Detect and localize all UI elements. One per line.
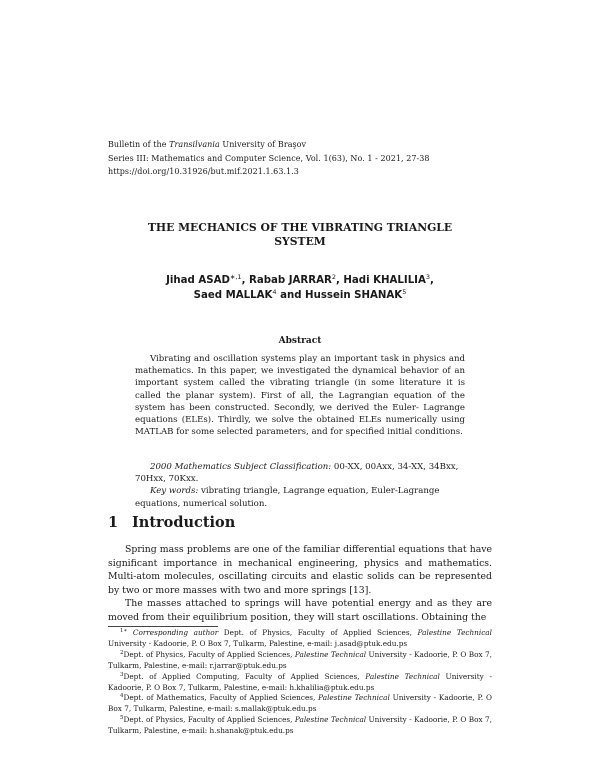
- author-footnote-mark[interactable]: 4: [272, 287, 277, 296]
- footnote-rule: [108, 626, 218, 627]
- journal-header: [108, 138, 508, 179]
- footnote-item: [108, 628, 492, 650]
- journal-name-italic: Transilvania: [169, 140, 220, 149]
- section-heading: [108, 514, 235, 531]
- section-title: Introduction: [132, 514, 236, 531]
- footnote-italic: Palestine Technical: [417, 628, 492, 637]
- footnote-item: [108, 672, 492, 694]
- introduction-body: [108, 543, 492, 624]
- footnote-italic: Palestine Technical: [365, 671, 440, 681]
- footnote-mark: 1∗: [120, 628, 128, 634]
- footnote-item: [108, 715, 492, 737]
- author-separator: ,: [335, 275, 344, 286]
- author-separator: ,: [430, 275, 434, 286]
- abstract-body: [135, 353, 465, 438]
- footnote-text: University - Kadoorie, P. O Box 7, Tulkarm, Palestine, e-mail: r.jarrar@ptuk.edu.ps: [108, 649, 492, 670]
- keywords-label: Key words:: [150, 486, 199, 497]
- journal-series: Series III: Mathematics and Computer Science, Vol. 1(63), No. 1 - 2021, 27-38: [108, 153, 430, 163]
- footnote-text: University - Kadoorie, P. O Box 7, Tulkarm, Palestine, e-mail: j.asad@ptuk.edu.ps: [108, 638, 408, 648]
- author-footnote-mark[interactable]: ∗,1: [229, 273, 242, 281]
- author-footnote-mark[interactable]: 5: [402, 287, 407, 296]
- paragraph: Spring mass problems are one of the familiar differential equations that have significant importance in mechanical engineering, physics and mathematics. Multi-atom molecules, oscillating circuits and elastic solids can be represented by two or more masses with two and more springs [13].: [108, 544, 492, 596]
- footnote-italic: Palestine Technical: [318, 693, 390, 703]
- abstract-text: Vibrating and oscillation systems play an important task in physics and mathematics. In this paper, we investigated the dynamical behavior of an important system called the vibrating triangle (in some literature it is called the planar system). First of all, the Lagrangian equation of the system has been constructed. Secondly, we derived the Euler- Lagrange equations (ELEs). Thirdly, we solve the obtained ELEs numerically using MATLAB for some selected parameters, and for specified initial conditions.: [135, 354, 465, 438]
- journal-name-pre: Bulletin of the: [108, 140, 170, 149]
- footnote-text: Dept. of Mathematics, Faculty of Applied Sciences,: [123, 693, 319, 703]
- footnote-item: [108, 650, 492, 672]
- footnote-mark: 4: [120, 693, 124, 700]
- footnote-text: Dept. of Physics, Faculty of Applied Sciences,: [123, 649, 295, 659]
- footnote-item: [108, 693, 492, 715]
- section-number: 1: [108, 514, 119, 531]
- author-name: Saed MALLAK: [193, 289, 273, 301]
- footnote-text: University - Kadoorie, P. O Box 7, Tulkarm, Palestine, e-mail: s.mallak@ptuk.edu.ps: [108, 693, 492, 714]
- journal-doi[interactable]: https://doi.org/10.31926/but.mif.2021.1.63.1.3: [108, 167, 299, 176]
- author-separator: and: [276, 289, 306, 301]
- abstract-heading: Abstract: [278, 336, 322, 346]
- footnote-text: University - Kadoorie, P. O Box 7, Tulkarm, Palestine, e-mail: h.shanak@ptuk.edu.ps: [108, 715, 492, 736]
- paper-title-line-2: SYSTEM: [274, 234, 326, 248]
- footnote-mark: 3: [120, 671, 124, 678]
- msc-line: [135, 461, 465, 485]
- footnote-text: University - Kadoorie, P. O Box 7, Tulkarm, Palestine, e-mail: h.khalilia@ptuk.edu.ps: [108, 671, 492, 692]
- author-name: Jihad ASAD: [166, 275, 230, 286]
- author-name: Hadi KHALILIA: [343, 275, 426, 286]
- footnote-italic: Palestine Technical: [294, 649, 367, 659]
- keywords-list: vibrating triangle, Lagrange equation, Euler-Lagrange equations, numerical solution.: [135, 486, 440, 509]
- footnote-text: Dept. of Physics, Faculty of Applied Sciences,: [218, 628, 418, 637]
- author-name: Rabab JARRAR: [248, 275, 332, 286]
- footnote-mark: 5: [120, 715, 124, 722]
- author-line-2: [108, 289, 492, 304]
- author-name: Hussein SHANAK: [305, 289, 403, 301]
- footnote-italic: Corresponding author: [132, 628, 219, 637]
- footnote-text: Dept. of Applied Computing, Faculty of Applied Sciences,: [123, 671, 366, 681]
- footnote-text: Dept. of Physics, Faculty of Applied Sciences,: [123, 715, 295, 725]
- author-line-1: [108, 274, 492, 289]
- keywords-line: [135, 485, 465, 509]
- paper-title-line-1: THE MECHANICS OF THE VIBRATING TRIANGLE: [147, 221, 453, 234]
- footnote-italic: Palestine Technical: [294, 715, 367, 725]
- author-footnote-mark[interactable]: 3: [425, 273, 431, 281]
- footnote-mark: 2: [120, 649, 124, 656]
- journal-name-post: University of Braşov: [219, 140, 307, 149]
- author-list: [108, 274, 492, 303]
- paragraph: The masses attached to springs will have potential energy and as they are moved from their equilibrium position, they will start oscillations. Obtaining the: [108, 598, 492, 623]
- author-separator: ,: [241, 275, 249, 286]
- author-footnote-mark[interactable]: 2: [331, 273, 336, 281]
- paper-title: [108, 221, 492, 248]
- msc-codes: 00-XX, 00Axx, 34-XX, 34Bxx, 70Hxx, 70Kxx.: [135, 462, 459, 485]
- classification-block: [135, 461, 465, 510]
- footnotes: [108, 628, 492, 737]
- msc-label: 2000 Mathematics Subject Classification:: [150, 462, 332, 472]
- journal-line-1: [108, 138, 508, 152]
